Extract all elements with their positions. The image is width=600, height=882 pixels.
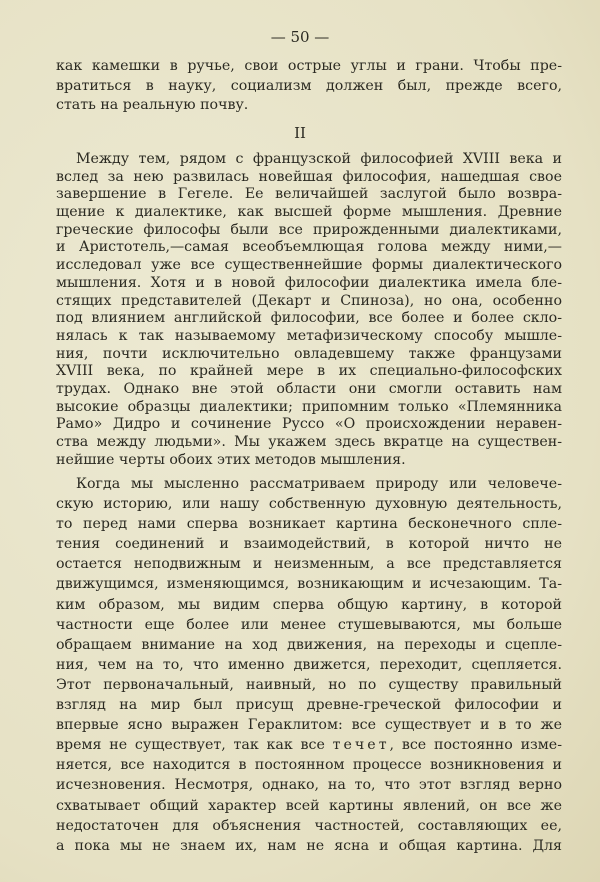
text-line: взгляд на мир был присущ древне-греческой философии и (56, 697, 562, 714)
text-line: вратиться в науку, социализм должен был, прежде всего, (56, 77, 562, 94)
text-line: вслед за нею развилась новейшая философия, нашедшая свое (56, 168, 562, 185)
text-line (56, 735, 562, 755)
text-line: высокие образцы диалектики; припомним только «Племянника (56, 398, 562, 415)
text-line: исчезновения. Несмотря, однако, на то, что этот взгляд верно (56, 777, 562, 794)
text-line: завершение в Гегеле. Ее величайшей заслугой было возвра- (56, 186, 562, 203)
text-segment: время не существует, так как все (56, 737, 325, 754)
text-line: Рамо» Дидро и сочинение Руссо «О происхождении неравен- (56, 416, 562, 433)
text-line: а пока мы не знаем их, нам не ясна и общая картина. Для (56, 837, 562, 854)
text-line: тения соединений и взаимодействий, в которой ничто не (56, 536, 562, 553)
text-line: нейшие черты обоих этих методов мышления. (56, 451, 406, 468)
section-heading: II (294, 124, 306, 142)
text-line: скую историю, или нашу собственную духовную деятельность, (56, 496, 562, 513)
text-line: исследовал уже все существеннейшие формы диалектического (56, 257, 562, 274)
text-line: нялась к так называемому метафизическому способу мышле- (56, 327, 562, 344)
text-line: движущимся, изменяющимся, возникающим и исчезающим. Та- (56, 576, 562, 593)
text-line: Между тем, рядом с французской философией XVIII века и (76, 151, 562, 167)
text-line: мышления. Хотя и в новой философии диалектика имела бле- (56, 274, 562, 291)
text-segment: , все постоянно изме- (389, 737, 562, 754)
text-line: недостаточен для объяснения частностей, составляющих ее, (56, 817, 562, 834)
text-line: то перед нами сперва возникает картина бесконечного спле- (56, 516, 562, 533)
text-line: ким образом, мы видим сперва общую картину, в которой (56, 596, 562, 613)
text-line: под влиянием английской философии, все более и более скло- (56, 310, 562, 327)
text-line: и Аристотель,—самая всеобъемлющая голова между ними,— (56, 239, 562, 256)
text-line: XVIII века, по крайней мере в их специально-философских (56, 363, 562, 380)
page-number: — 50 — (270, 28, 330, 46)
text-line: стать на реальную почву. (56, 97, 249, 113)
text-line: щение к диалектике, как высшей форме мышления. Древние (56, 204, 562, 221)
text-line: няется, все находится в постоянном процессе возникновения и (56, 757, 562, 774)
paragraph-1 (56, 57, 562, 116)
text-line: частности еще более или менее стушевываются, мы больше (56, 616, 562, 633)
text-line: ния, чем на то, что именно движется, переходит, сцепляется. (56, 656, 562, 673)
text-line: как камешки в ручье, свои острые углы и грани. Чтобы пре- (56, 58, 562, 74)
text-line: стящих представителей (Декарт и Спиноза), но она, особенно (56, 292, 562, 309)
paragraph-2 (56, 151, 562, 469)
paragraph-3 (56, 474, 562, 856)
text-line: схватывает общий характер всей картины явлений, он все же (56, 797, 562, 814)
text-line: греческие философы были все прирожденными диалектиками, (56, 221, 562, 238)
text-line: остается неподвижным и неизменным, а все представляется (56, 556, 562, 573)
text-line: ния, почти исключительно овладевшему также французами (56, 345, 562, 362)
text-line: трудах. Однако вне этой области они смогли оставить нам (56, 380, 562, 397)
emphasized-word: течет (332, 737, 390, 754)
text-line: впервые ясно выражен Гераклитом: все существует и в то же (56, 717, 562, 734)
text-line: Этот первоначальный, наивный, но по существу правильный (56, 676, 562, 693)
text-line: ства между людьми». Мы укажем здесь вкратце на существен- (56, 434, 562, 450)
text-line: Когда мы мысленно рассматриваем природу или человече- (76, 476, 562, 492)
text-line: обращаем внимание на ход движения, на переходы и сцепле- (56, 636, 562, 653)
